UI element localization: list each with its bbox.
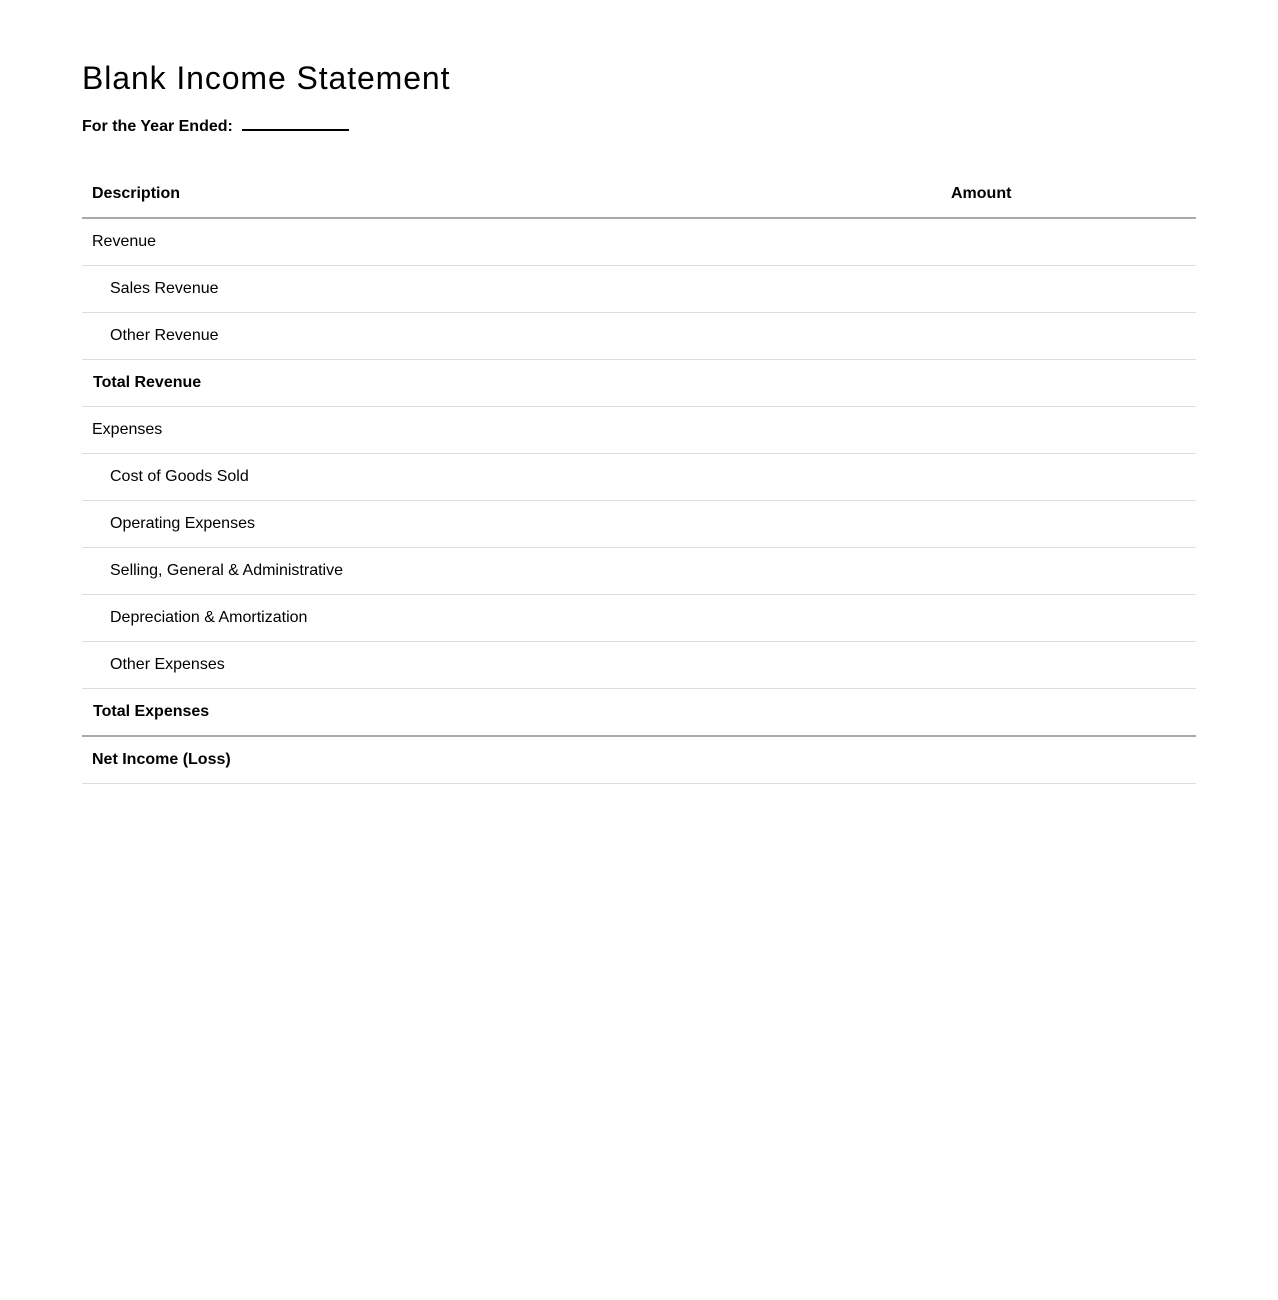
table-header-row [82, 171, 1196, 218]
table-row-cogs [82, 454, 1196, 501]
row-label: Other Revenue [82, 313, 941, 360]
table-row-revenue [82, 218, 1196, 266]
amount-cell[interactable] [941, 689, 1196, 737]
row-label: Sales Revenue [82, 266, 941, 313]
row-label: Cost of Goods Sold [82, 454, 941, 501]
table-row-total-expenses [82, 689, 1196, 737]
row-label: Selling, General & Administrative [82, 548, 941, 595]
table-row-sga [82, 548, 1196, 595]
period-blank-field[interactable] [242, 117, 349, 131]
amount-cell[interactable] [941, 454, 1196, 501]
amount-cell[interactable] [941, 595, 1196, 642]
income-statement-table [82, 171, 1196, 784]
amount-cell[interactable] [941, 218, 1196, 266]
amount-cell[interactable] [941, 736, 1196, 784]
row-label: Operating Expenses [82, 501, 941, 548]
page-title: Blank Income Statement [82, 60, 451, 96]
row-label: Total Revenue [82, 360, 941, 407]
table-row-total-revenue [82, 360, 1196, 407]
amount-cell[interactable] [941, 501, 1196, 548]
amount-cell[interactable] [941, 313, 1196, 360]
row-label: Revenue [82, 218, 941, 266]
table-row-expenses [82, 407, 1196, 454]
table-row-other-revenue [82, 313, 1196, 360]
table-row-other-expenses [82, 642, 1196, 689]
column-header-description: Description [82, 171, 941, 218]
amount-cell[interactable] [941, 266, 1196, 313]
table-row-net-income [82, 736, 1196, 784]
amount-cell[interactable] [941, 407, 1196, 454]
table-row-sales-revenue [82, 266, 1196, 313]
amount-cell[interactable] [941, 360, 1196, 407]
period-label: For the Year Ended: [82, 118, 233, 135]
amount-cell[interactable] [941, 642, 1196, 689]
income-statement-page [82, 56, 1196, 784]
row-label: Other Expenses [82, 642, 941, 689]
amount-cell[interactable] [941, 548, 1196, 595]
table-row-operating-expenses [82, 501, 1196, 548]
column-header-amount: Amount [941, 171, 1196, 218]
period-line [82, 117, 1196, 137]
row-label: Total Expenses [82, 689, 941, 737]
row-label: Depreciation & Amortization [82, 595, 941, 642]
table-row-depreciation [82, 595, 1196, 642]
row-label: Expenses [82, 407, 941, 454]
row-label: Net Income (Loss) [82, 736, 941, 784]
